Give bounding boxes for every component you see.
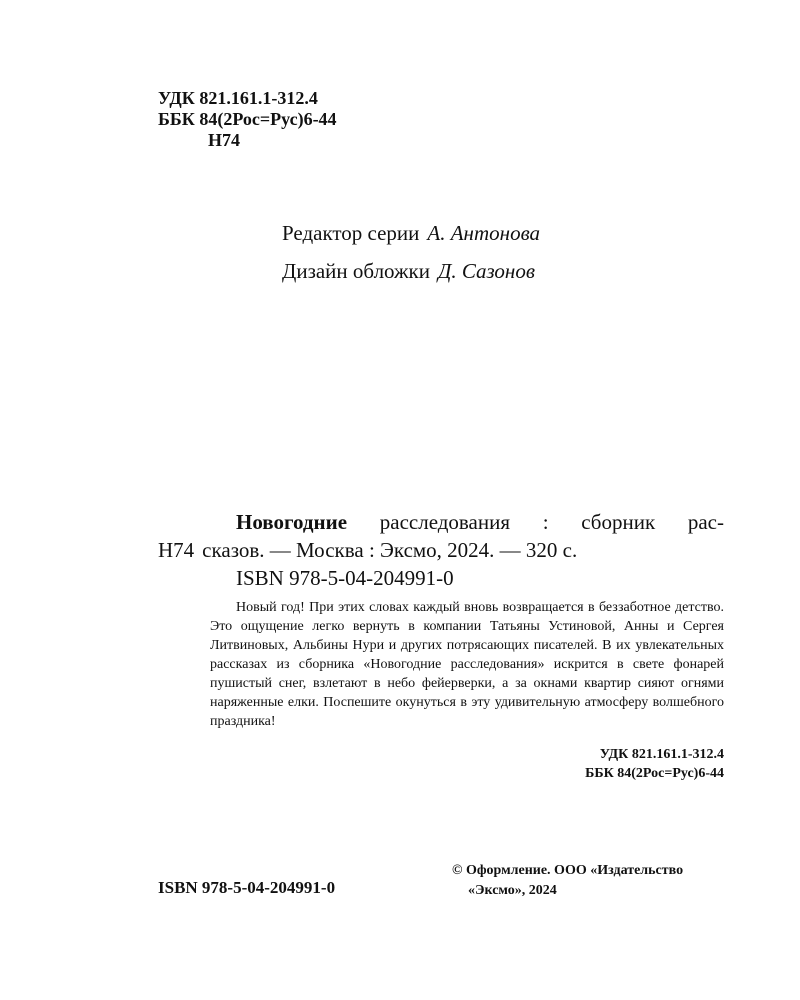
bibliographic-author-mark: Н74 [158, 538, 195, 562]
copyright-line-2: «Эксмо», 2024 [468, 883, 557, 898]
cover-design-role: Дизайн обложки [282, 259, 430, 283]
footer-isbn: ISBN 978-5-04-204991-0 [158, 878, 336, 897]
bibliographic-record [158, 508, 724, 592]
bbk-code: ББК 84(2Рос=Рус)6-44 [158, 109, 337, 129]
annotation-udk: УДК 821.161.1-312.4 [599, 747, 724, 762]
cover-designer-name: Д. Сазонов [437, 259, 535, 283]
annotation [210, 598, 724, 731]
bibliographic-line-1 [158, 508, 724, 536]
annotation-bbk: ББК 84(2Рос=Рус)6-44 [585, 766, 724, 781]
copyright-line-1: © Оформление. ООО «Издательство [452, 863, 684, 878]
series-editor-line [282, 214, 540, 252]
credits-block [282, 214, 540, 290]
copyright-notice [452, 861, 727, 901]
cover-design-line [282, 252, 540, 290]
bibliographic-line-1-rest: расследования : сборник рас- [379, 510, 724, 534]
bibliographic-isbn: ISBN 978-5-04-204991-0 [236, 566, 454, 590]
udk-code: УДК 821.161.1-312.4 [158, 88, 318, 108]
classification-block [158, 88, 337, 151]
bibliographic-line-2 [158, 536, 724, 564]
annotation-codes [520, 745, 724, 783]
book-title-bold: Новогодние [236, 510, 348, 534]
author-mark: Н74 [208, 130, 241, 150]
series-editor-name: А. Антонова [427, 221, 541, 245]
series-editor-role: Редактор серии [282, 221, 420, 245]
bibliographic-line-2-rest: сказов. — Москва : Эксмо, 2024. — 320 с. [202, 538, 578, 562]
annotation-text: Новый год! При этих словах каждый вновь возвращается в беззаботное детство. Это ощущение легко вернуть в компании Татьяны Устиновой, Анны и Сергея Литвиновых, Альбины Нури и других потрясающих писателей. В их увлекательных рассказах из сборника «Новогодние расследования» искрится в свете фонарей пушистый снег, взлетают в небо фейерверки, а за окнами квартир сияют огнями наряженные елки. Поспешите окунуться в эту удивительную атмосферу волшебного праздника! [210, 600, 724, 729]
